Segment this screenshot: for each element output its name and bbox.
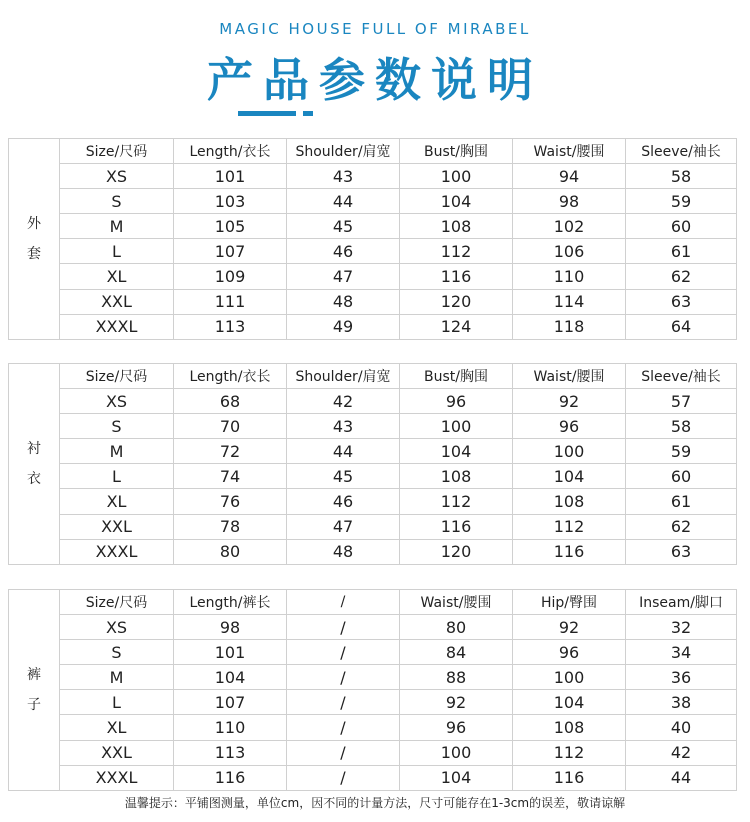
table-cell: 101 (174, 164, 287, 189)
table-cell: 74 (174, 464, 287, 489)
table-cell: 116 (174, 765, 287, 790)
table-cell: 92 (513, 615, 626, 640)
table-cell: 43 (287, 414, 400, 439)
table-row (9, 289, 737, 314)
table-cell: XXXL (60, 765, 174, 790)
table-cell: 120 (400, 539, 513, 564)
table-cell: 57 (626, 389, 737, 414)
table-row (9, 690, 737, 715)
table-cell: M (60, 439, 174, 464)
column-header: Shoulder/肩宽 (287, 364, 400, 389)
column-header: Length/衣长 (174, 364, 287, 389)
table-row (9, 164, 737, 189)
table-cell: 80 (400, 615, 513, 640)
table-row (9, 389, 737, 414)
table-cell: 94 (513, 164, 626, 189)
table-cell: 70 (174, 414, 287, 439)
column-header: Size/尺码 (60, 590, 174, 615)
table-cell: 98 (513, 189, 626, 214)
table-cell: / (287, 715, 400, 740)
table-cell: 80 (174, 539, 287, 564)
table-cell: 104 (400, 765, 513, 790)
table-cell: XXXL (60, 314, 174, 339)
page-title: 产品参数说明 (207, 53, 543, 107)
table-cell: XXXL (60, 539, 174, 564)
table-cell: 103 (174, 189, 287, 214)
title-underline-dot (303, 111, 313, 116)
table-cell: 100 (400, 164, 513, 189)
table-row (9, 765, 737, 790)
table-cell: XL (60, 264, 174, 289)
table-cell: 84 (400, 640, 513, 665)
table-cell: 60 (626, 464, 737, 489)
table-row (9, 464, 737, 489)
table-cell: 92 (400, 690, 513, 715)
header-row (9, 139, 737, 164)
table-cell: 92 (513, 389, 626, 414)
column-header: Waist/腰围 (513, 364, 626, 389)
table-cell: 107 (174, 239, 287, 264)
table-cell: 62 (626, 514, 737, 539)
table-cell: XL (60, 489, 174, 514)
table-cell: XXL (60, 740, 174, 765)
table-cell: 106 (513, 239, 626, 264)
table-cell: L (60, 464, 174, 489)
table-cell: 48 (287, 289, 400, 314)
table-cell: / (287, 740, 400, 765)
table-cell: XXL (60, 289, 174, 314)
table-cell: / (287, 665, 400, 690)
table-cell: 109 (174, 264, 287, 289)
table-cell: L (60, 690, 174, 715)
table-row (9, 665, 737, 690)
table-row (9, 514, 737, 539)
table-cell: 36 (626, 665, 737, 690)
table-cell: 76 (174, 489, 287, 514)
size-table-shirt (8, 363, 737, 565)
table-cell: 45 (287, 214, 400, 239)
table-cell: 72 (174, 439, 287, 464)
table-cell: 108 (513, 489, 626, 514)
table-cell: 60 (626, 214, 737, 239)
column-header: Bust/胸围 (400, 139, 513, 164)
title-underline (238, 111, 296, 116)
table-cell: 49 (287, 314, 400, 339)
table-cell: 44 (626, 765, 737, 790)
table-cell: 96 (513, 414, 626, 439)
table-cell: 112 (400, 239, 513, 264)
table-cell: 44 (287, 189, 400, 214)
category-label: 衬衣 (9, 364, 60, 565)
table-cell: 108 (400, 464, 513, 489)
table-cell: 104 (513, 464, 626, 489)
brand-subtitle: MAGIC HOUSE FULL OF MIRABEL (219, 20, 531, 38)
table-cell: M (60, 214, 174, 239)
table-cell: 40 (626, 715, 737, 740)
table-cell: 116 (513, 765, 626, 790)
table-cell: 64 (626, 314, 737, 339)
table-cell: 42 (287, 389, 400, 414)
table-cell: S (60, 189, 174, 214)
table-cell: 98 (174, 615, 287, 640)
table-row (9, 640, 737, 665)
category-label: 外套 (9, 139, 60, 340)
table-cell: 59 (626, 189, 737, 214)
table-row (9, 615, 737, 640)
table-cell: 111 (174, 289, 287, 314)
table-cell: 96 (400, 389, 513, 414)
table-cell: 45 (287, 464, 400, 489)
table-cell: XS (60, 389, 174, 414)
table-cell: 100 (400, 414, 513, 439)
table-cell: 100 (513, 665, 626, 690)
table-cell: M (60, 665, 174, 690)
table-cell: 110 (513, 264, 626, 289)
column-header: Length/裤长 (174, 590, 287, 615)
table-cell: XS (60, 615, 174, 640)
table-cell: 61 (626, 239, 737, 264)
table-cell: XXL (60, 514, 174, 539)
column-header: Hip/臀围 (513, 590, 626, 615)
table-row (9, 189, 737, 214)
table-cell: 44 (287, 439, 400, 464)
header-row (9, 364, 737, 389)
table-cell: 114 (513, 289, 626, 314)
table-cell: 100 (400, 740, 513, 765)
table-cell: 46 (287, 239, 400, 264)
column-header: Sleeve/袖长 (626, 364, 737, 389)
table-cell: / (287, 690, 400, 715)
table-cell: 112 (513, 514, 626, 539)
table-cell: S (60, 414, 174, 439)
table-cell: 68 (174, 389, 287, 414)
column-header: Sleeve/袖长 (626, 139, 737, 164)
table-cell: 96 (513, 640, 626, 665)
table-cell: 48 (287, 539, 400, 564)
table-cell: 110 (174, 715, 287, 740)
table-cell: 32 (626, 615, 737, 640)
table-cell: 96 (400, 715, 513, 740)
table-cell: / (287, 640, 400, 665)
table-row (9, 264, 737, 289)
table-cell: 62 (626, 264, 737, 289)
table-cell: 58 (626, 164, 737, 189)
table-cell: 38 (626, 690, 737, 715)
table-row (9, 715, 737, 740)
column-header: Size/尺码 (60, 364, 174, 389)
table-cell: 116 (400, 264, 513, 289)
table-row (9, 439, 737, 464)
table-cell: 58 (626, 414, 737, 439)
table-row (9, 539, 737, 564)
column-header: Shoulder/肩宽 (287, 139, 400, 164)
table-cell: 116 (513, 539, 626, 564)
table-cell: XL (60, 715, 174, 740)
table-row (9, 414, 737, 439)
table-cell: 78 (174, 514, 287, 539)
table-cell: 113 (174, 314, 287, 339)
table-cell: 104 (400, 189, 513, 214)
column-header: Waist/腰围 (400, 590, 513, 615)
table-cell: 112 (400, 489, 513, 514)
table-cell: S (60, 640, 174, 665)
table-row (9, 239, 737, 264)
table-cell: 42 (626, 740, 737, 765)
table-cell: 63 (626, 289, 737, 314)
measurement-note: 温馨提示：平铺图测量，单位cm，因不同的计量方法，尺寸可能存在1-3cm的误差，敬请谅解 (124, 796, 626, 810)
column-header: Length/衣长 (174, 139, 287, 164)
table-cell: 113 (174, 740, 287, 765)
table-cell: 116 (400, 514, 513, 539)
table-cell: 124 (400, 314, 513, 339)
column-header: Size/尺码 (60, 139, 174, 164)
table-cell: 120 (400, 289, 513, 314)
table-cell: 102 (513, 214, 626, 239)
table-row (9, 214, 737, 239)
table-cell: 105 (174, 214, 287, 239)
table-cell: 46 (287, 489, 400, 514)
table-cell: 101 (174, 640, 287, 665)
table-cell: 47 (287, 514, 400, 539)
table-row (9, 314, 737, 339)
column-header: Inseam/脚口 (626, 590, 737, 615)
table-cell: 100 (513, 439, 626, 464)
table-cell: 59 (626, 439, 737, 464)
table-cell: 88 (400, 665, 513, 690)
table-cell: 104 (400, 439, 513, 464)
size-table-pants (8, 589, 737, 791)
table-cell: 118 (513, 314, 626, 339)
table-cell: 104 (513, 690, 626, 715)
category-label: 裤子 (9, 590, 60, 791)
table-cell: 34 (626, 640, 737, 665)
table-cell: 108 (400, 214, 513, 239)
column-header: Bust/胸围 (400, 364, 513, 389)
column-header: / (287, 590, 400, 615)
table-cell: 47 (287, 264, 400, 289)
table-cell: 112 (513, 740, 626, 765)
table-cell: 63 (626, 539, 737, 564)
table-row (9, 740, 737, 765)
table-cell: / (287, 765, 400, 790)
table-cell: 104 (174, 665, 287, 690)
table-cell: 43 (287, 164, 400, 189)
table-cell: / (287, 615, 400, 640)
table-cell: L (60, 239, 174, 264)
header-row (9, 590, 737, 615)
size-table-coat (8, 138, 737, 340)
table-row (9, 489, 737, 514)
table-cell: 107 (174, 690, 287, 715)
table-cell: XS (60, 164, 174, 189)
column-header: Waist/腰围 (513, 139, 626, 164)
table-cell: 61 (626, 489, 737, 514)
table-cell: 108 (513, 715, 626, 740)
